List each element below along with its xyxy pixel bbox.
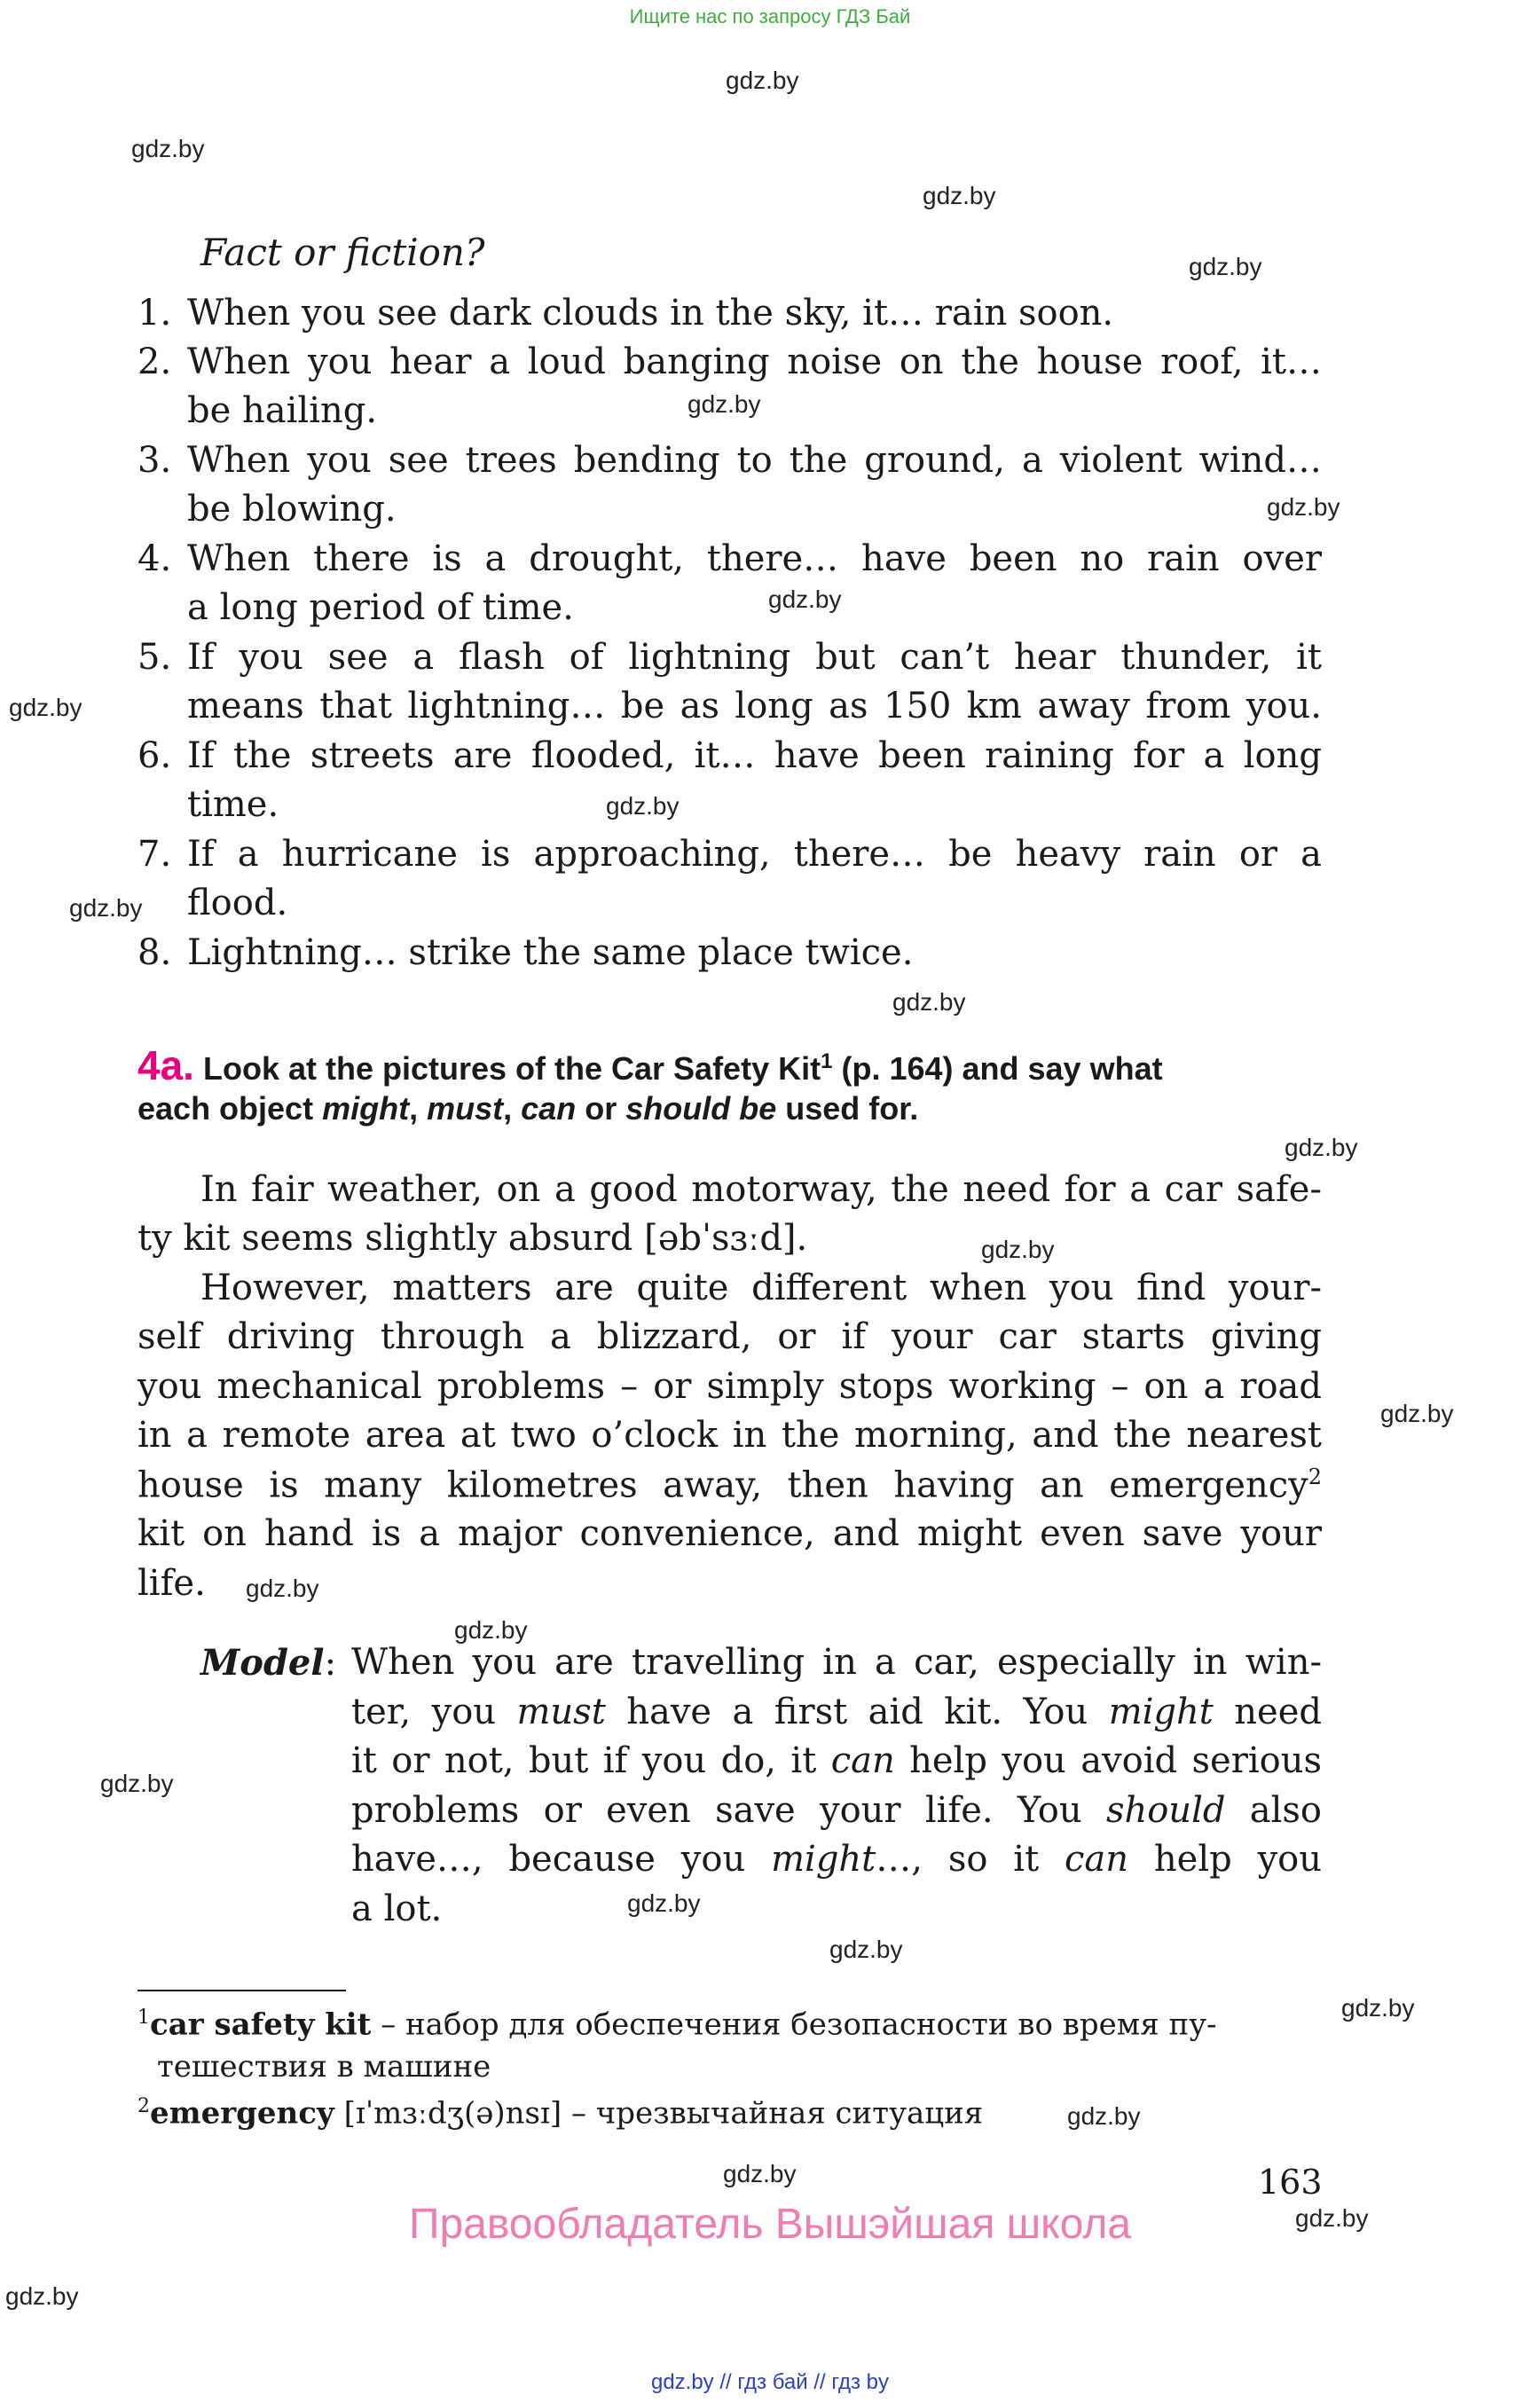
passage-line: you mechanical problems – or simply stops working – on a road — [138, 1366, 1322, 1407]
watermark: gdz.by — [923, 182, 996, 209]
passage-line: ty kit seems slightly absurd [əbˈsɜːd]. — [138, 1218, 808, 1259]
passage-line: kit on hand is a major convenience, and might even save your — [138, 1513, 1322, 1554]
passage-line: in a remote area at two o’clock in the morning, and the nearest — [138, 1415, 1322, 1456]
watermark: gdz.by — [131, 135, 205, 162]
list-item-cont: means that lightning… be as long as 150 km away from you. — [187, 686, 1322, 726]
watermark: gdz.by — [1189, 253, 1262, 280]
passage-line: life. — [138, 1563, 206, 1604]
watermark: gdz.by — [1285, 1134, 1358, 1161]
passage-line: house is many kilometres away, then having an emergency$^2$ — [138, 1465, 1322, 1506]
watermark: gdz.by — [69, 894, 143, 922]
list-item-cont: be hailing. — [187, 390, 378, 431]
watermark: gdz.by — [9, 694, 82, 721]
passage-line: However, matters are quite different when you find your- — [200, 1268, 1322, 1308]
list-item-cont: a long period of time. — [187, 587, 574, 628]
watermark: gdz.by — [606, 792, 680, 820]
watermark: gdz.by — [454, 1616, 528, 1644]
footnote-cont: тешествия в машине — [157, 2049, 491, 2085]
list-item: 4. When there is a drought, there… have been no rain over — [138, 538, 1322, 579]
model-line: When you are travelling in a car, especially in win- — [351, 1642, 1322, 1683]
passage-line: self driving through a blizzard, or if your car starts giving — [138, 1316, 1322, 1357]
list-item: 6. If the streets are flooded, it… have been raining for a long — [138, 735, 1322, 776]
watermark: gdz.by — [1380, 1400, 1454, 1427]
watermark: gdz.by — [688, 390, 761, 418]
rights-holder: Правообладатель Вышэйшая школа — [408, 2201, 1132, 2248]
task-heading-line2: each object might, must, can or should be used for. — [138, 1090, 919, 1127]
watermark: gdz.by — [981, 1236, 1055, 1263]
watermark: gdz.by — [723, 2160, 797, 2187]
watermark: gdz.by — [1267, 493, 1340, 521]
watermark: gdz.by — [1067, 2102, 1141, 2130]
watermark: gdz.by — [627, 1889, 701, 1917]
watermark: gdz.by — [5, 2282, 79, 2310]
list-item: 7. If a hurricane is approaching, there… be heavy rain or a — [138, 834, 1322, 875]
list-item: 1. When you see dark clouds in the sky, it… rain soon. — [138, 293, 1114, 334]
list-item: 3. When you see trees bending to the ground, a violent wind… — [138, 440, 1322, 481]
footnote-divider — [138, 1990, 346, 1991]
task-number: 4a. — [138, 1042, 194, 1088]
task-heading: 4a. Look at the pictures of the Car Safety Kit$^1$ (p. 164) and say what — [138, 1042, 1163, 1088]
watermark: gdz.by — [100, 1770, 174, 1797]
model-label: Model: — [200, 1642, 337, 1684]
list-item: 8. Lightning… strike the same place twice. — [138, 932, 914, 973]
model-line: have…, because you might…, so it can help you — [351, 1839, 1323, 1880]
watermark: gdz.by — [1295, 2204, 1369, 2232]
model-line: problems or even save your life. You should also — [351, 1790, 1322, 1831]
watermark: gdz.by — [829, 1936, 903, 1963]
watermark: gdz.by — [726, 67, 799, 94]
list-item-cont: flood. — [187, 883, 288, 923]
list-item: 2. When you hear a loud banging noise on the house roof, it… — [138, 342, 1322, 382]
list-item: 5. If you see a flash of lightning but can’t hear thunder, it — [138, 637, 1322, 678]
model-line: it or not, but if you do, it can help you avoid serious — [351, 1740, 1322, 1781]
watermark: gdz.by — [1341, 1994, 1415, 2022]
watermark: gdz.by — [768, 585, 842, 613]
list-item-cont: time. — [187, 784, 279, 825]
list-item-cont: be blowing. — [187, 489, 397, 530]
watermark: gdz.by — [246, 1575, 319, 1602]
footnote: $^2$emergency [ɪˈmɜːdʒ(ə)nsɪ] – чрезвычайная ситуация — [138, 2095, 984, 2132]
watermark: gdz.by — [892, 988, 966, 1016]
model-line: a lot. — [351, 1889, 443, 1929]
passage-line: In fair weather, on a good motorway, the need for a car safe- — [200, 1169, 1322, 1210]
footnote: $^1$car safety kit – набор для обеспечения безопасности во время пу- — [138, 2006, 1217, 2043]
bottom-links[interactable]: gdz.by // гдз бай // гдз by — [650, 2370, 890, 2394]
exercise-intro: Fact or fiction? — [200, 231, 485, 274]
model-line: ter, you must have a first aid kit. You might need — [351, 1692, 1323, 1732]
top-banner: Ищите нас по запросу ГДЗ Бай — [629, 5, 911, 27]
page-number: 163 — [1258, 2163, 1323, 2202]
